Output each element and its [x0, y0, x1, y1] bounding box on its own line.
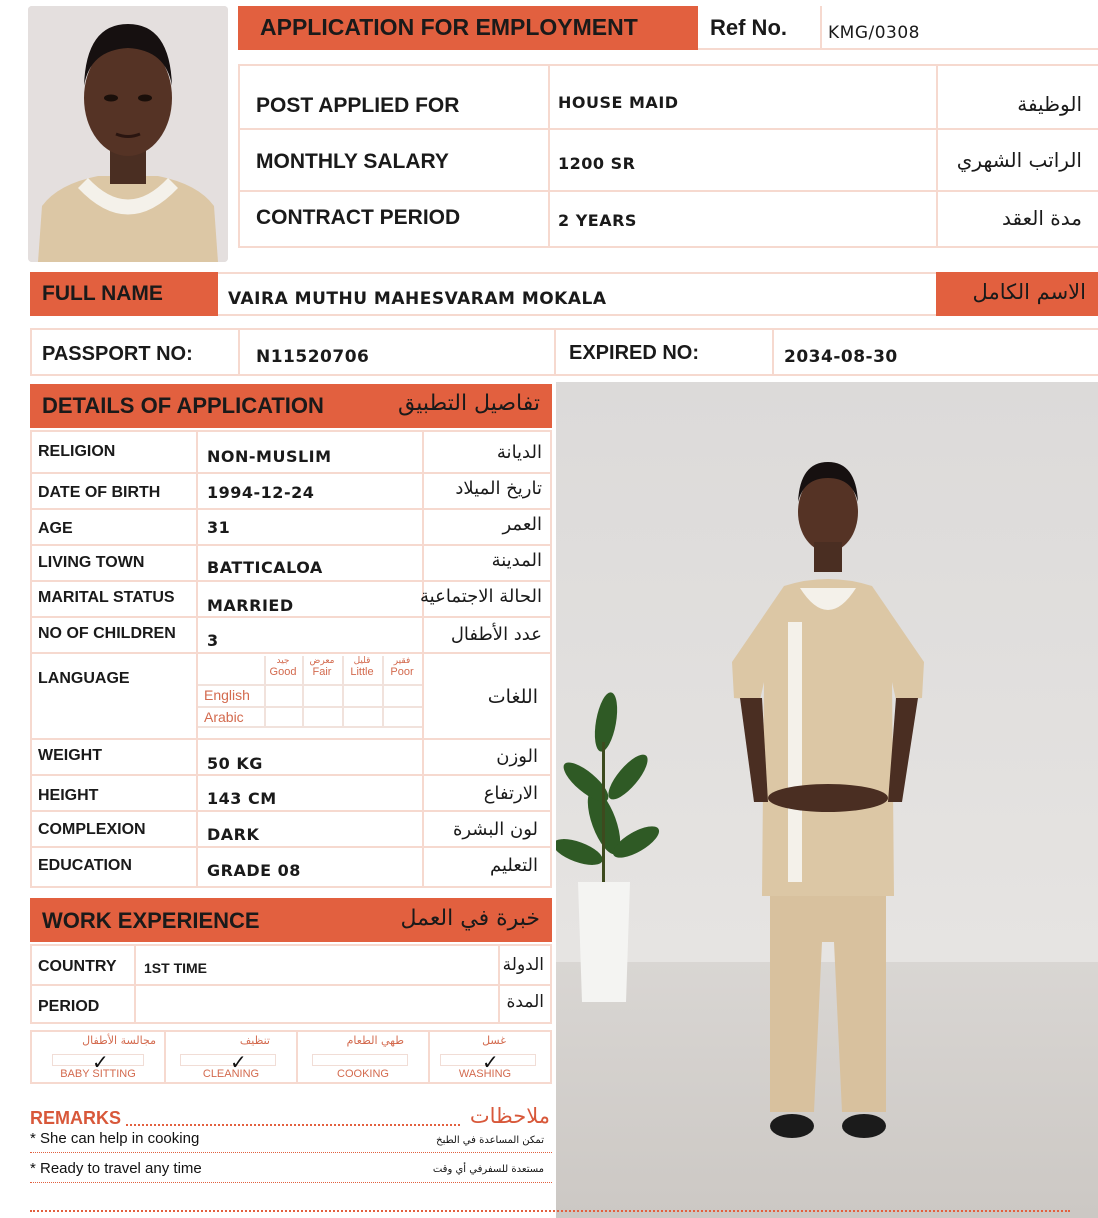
country-arabic: الدولة [502, 955, 544, 975]
language-english: English [204, 687, 250, 703]
remarks-label-arabic: ملاحظات [469, 1104, 550, 1128]
detail-arabic: تاريخ الميلاد [455, 478, 542, 499]
language-level-good [264, 656, 302, 678]
detail-row [32, 580, 550, 616]
job-row-value: 1200 SR [558, 154, 636, 173]
detail-row [32, 774, 550, 810]
job-row [240, 128, 1098, 190]
bottom-divider [30, 1210, 1070, 1212]
detail-label: MARITAL STATUS [38, 589, 175, 606]
detail-row [32, 616, 550, 652]
job-row-label: POST APPLIED FOR [256, 94, 460, 117]
job-row-arabic: الوظيفة [1017, 92, 1082, 116]
detail-arabic: التعليم [490, 855, 538, 876]
skill-english: BABY SITTING [60, 1068, 136, 1080]
full-name-arabic-box [936, 272, 1098, 316]
details-title-arabic: تفاصيل التطبيق [397, 391, 540, 416]
detail-arabic: لون البشرة [452, 819, 538, 840]
job-row-value: HOUSE MAID [558, 93, 679, 112]
level-english: Good [269, 666, 297, 678]
level-english: Fair [312, 666, 332, 678]
ref-no-value-box [820, 6, 1098, 50]
skill-washing [430, 1032, 552, 1082]
detail-label: DATE OF BIRTH [38, 484, 161, 501]
ref-no-label: Ref No. [710, 15, 787, 40]
language-grid [198, 652, 422, 738]
work-experience-title: WORK EXPERIENCE [42, 908, 260, 933]
skill-cooking [298, 1032, 428, 1082]
job-row [240, 66, 1098, 128]
country-label: COUNTRY [38, 958, 117, 975]
remarks-section [30, 1100, 552, 1200]
job-table [238, 64, 1098, 248]
detail-arabic: الارتفاع [483, 783, 538, 804]
detail-arabic: الحالة الاجتماعية [420, 586, 542, 607]
period-arabic: المدة [506, 992, 544, 1012]
language-arabic: اللغات [487, 686, 538, 708]
detail-value: NON-MUSLIM [207, 447, 332, 466]
level-english: Little [350, 666, 374, 678]
passport-value: N11520706 [256, 347, 370, 367]
detail-value: 143 CM [207, 789, 277, 808]
detail-label: AGE [38, 520, 73, 537]
details-table [30, 430, 552, 888]
ref-no-value: KMG/0308 [828, 23, 920, 43]
level-arabic: معرض [309, 656, 335, 666]
full-name-arabic: الاسم الكامل [972, 280, 1086, 304]
detail-arabic: المدينة [491, 550, 542, 571]
detail-label: COMPLEXION [38, 821, 146, 838]
detail-value: 1994-12-24 [207, 483, 315, 502]
portrait-figure [28, 6, 228, 262]
skill-check-icon: ✓ [482, 1050, 499, 1074]
level-arabic: فقير [393, 656, 411, 666]
language-label: LANGUAGE [38, 670, 130, 687]
job-row-arabic: مدة العقد [1002, 206, 1082, 230]
language-level-fair [302, 656, 342, 678]
job-row-label: MONTHLY SALARY [256, 150, 449, 173]
detail-row [32, 544, 550, 580]
level-arabic: قليل [353, 656, 371, 666]
application-title-bar [238, 6, 698, 50]
language-level-poor [382, 656, 422, 678]
level-english: Poor [390, 666, 414, 678]
work-experience-table [30, 944, 552, 1024]
passport-label: PASSPORT NO: [42, 343, 193, 365]
expired-value: 2034-08-30 [784, 347, 898, 367]
level-arabic: جيد [276, 656, 290, 666]
job-row-label: CONTRACT PERIOD [256, 206, 461, 229]
skill-arabic: تنظيف [239, 1034, 270, 1047]
period-label: PERIOD [38, 998, 100, 1015]
detail-label: EDUCATION [38, 857, 132, 874]
ref-no-label-box [698, 6, 820, 50]
remark-item-english: * She can help in cooking [30, 1130, 200, 1147]
country-value: 1ST TIME [144, 960, 208, 976]
skill-english: COOKING [337, 1068, 389, 1080]
detail-label: LIVING TOWN [38, 554, 145, 571]
detail-label: RELIGION [38, 443, 116, 460]
full-name-value-box [218, 272, 936, 316]
detail-row [32, 738, 550, 774]
detail-value: MARRIED [207, 596, 294, 615]
detail-row [32, 810, 550, 846]
skill-english: CLEANING [202, 1068, 260, 1080]
job-row-value: 2 YEARS [558, 211, 637, 230]
job-row-arabic: الراتب الشهري [956, 148, 1082, 172]
portrait-photo [28, 6, 228, 262]
detail-value: BATTICALOA [207, 558, 323, 577]
detail-row [32, 846, 550, 886]
remark-item-arabic: تمكن المساعدة في الطبخ [436, 1135, 544, 1146]
detail-label: NO OF CHILDREN [38, 625, 176, 642]
language-row [32, 652, 550, 738]
detail-row [32, 472, 550, 508]
remarks-label: REMARKS [30, 1108, 122, 1128]
skill-baby-sitting [32, 1032, 164, 1082]
job-row [240, 190, 1098, 248]
passport-row [30, 328, 1098, 376]
expired-label: EXPIRED NO: [569, 342, 700, 364]
skill-check-icon: ✓ [92, 1050, 109, 1074]
detail-arabic: الوزن [496, 746, 538, 767]
detail-value: GRADE 08 [207, 861, 301, 880]
work-experience-header [30, 898, 552, 942]
skill-arabic: طهي الطعام [346, 1034, 404, 1047]
remark-item-english: * Ready to travel any time [30, 1160, 202, 1177]
language-arabic-name: Arabic [204, 709, 244, 725]
detail-row [32, 432, 550, 472]
skills-row [30, 1030, 552, 1084]
detail-value: 31 [207, 518, 231, 537]
work-experience-title-arabic: خبرة في العمل [400, 906, 540, 931]
remark-item-arabic: مستعدة للسفرفي أي وقت [432, 1164, 544, 1175]
full-name-value: VAIRA MUTHU MAHESVARAM MOKALA [228, 289, 607, 309]
detail-row [32, 508, 550, 544]
skill-cleaning [166, 1032, 296, 1082]
detail-value: 3 [207, 631, 219, 650]
detail-arabic: عدد الأطفال [450, 624, 542, 645]
detail-label: HEIGHT [38, 787, 99, 804]
skill-english: WASHING [458, 1068, 512, 1080]
detail-label: WEIGHT [38, 747, 102, 764]
detail-arabic: الديانة [496, 442, 542, 463]
skill-check-icon: ✓ [230, 1050, 247, 1074]
full-name-label-box [30, 272, 218, 316]
detail-value: DARK [207, 825, 260, 844]
details-title: DETAILS OF APPLICATION [42, 393, 324, 418]
skill-arabic: مجالسة الأطفال [82, 1034, 156, 1047]
details-header [30, 384, 552, 428]
full-body-photo [556, 382, 1098, 1218]
language-level-little [342, 656, 382, 678]
full-body-figure [556, 382, 1098, 1218]
full-name-label: FULL NAME [42, 282, 163, 305]
detail-value: 50 KG [207, 754, 263, 773]
skill-arabic: غسل [482, 1034, 506, 1047]
page-title: APPLICATION FOR EMPLOYMENT [260, 14, 638, 40]
detail-arabic: العمر [502, 514, 542, 535]
